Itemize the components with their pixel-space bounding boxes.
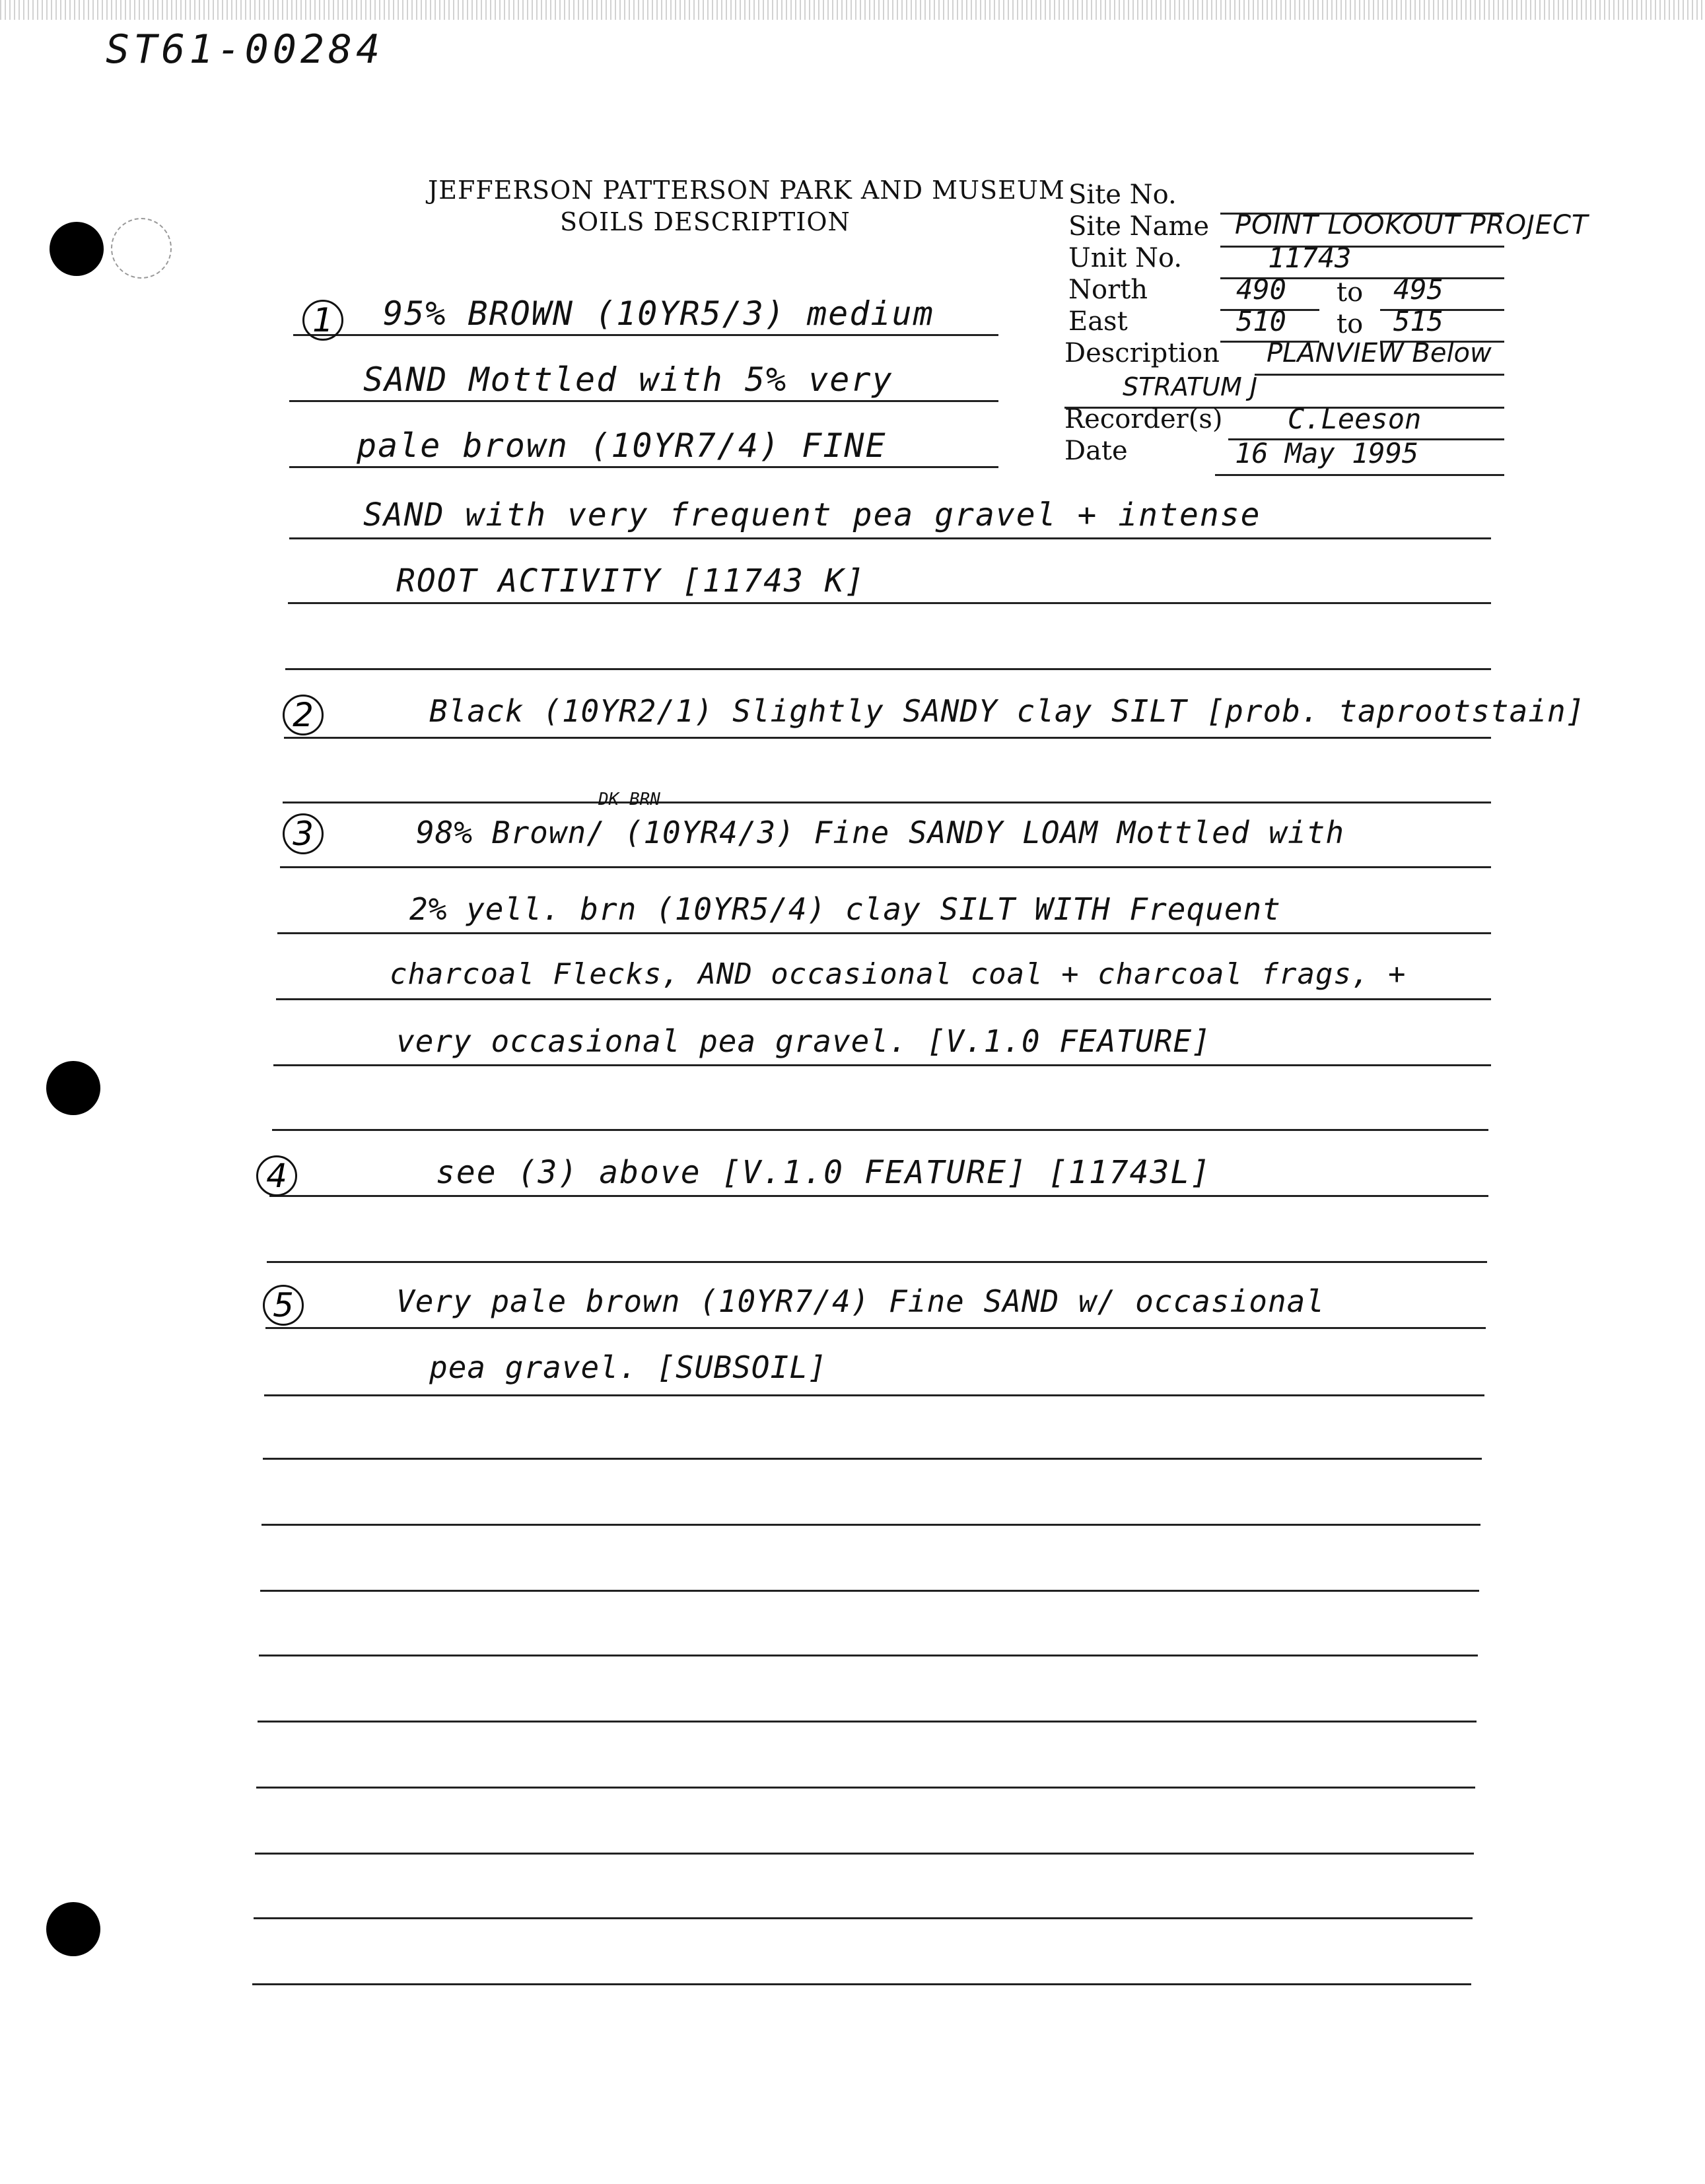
punch-outline [111, 218, 172, 279]
ruled-line [272, 1129, 1488, 1131]
ruled-line [293, 334, 998, 336]
ruled-line [259, 1655, 1478, 1656]
form-title: JEFFERSON PATTERSON PARK AND MUSEUM [428, 176, 1065, 205]
description-line-1 [1255, 374, 1504, 376]
description-value-2: STRATUM J [1123, 372, 1258, 401]
site-name-label: Site Name [1068, 211, 1210, 242]
ruled-line [254, 1917, 1473, 1919]
entry-3-line-4: very occasional pea gravel. [V.1.0 FEATURE] [396, 1023, 1211, 1059]
site-name-value: POINT LOOKOUT PROJECT [1235, 210, 1589, 240]
entry-1-line-2: SAND Mottled with 5% very [363, 360, 893, 399]
ruled-line [261, 1524, 1480, 1526]
scan-noise-strip [0, 0, 1705, 20]
document-id: ST61-00284 [106, 26, 384, 73]
ruled-line [283, 802, 1491, 803]
ruled-line [264, 1394, 1484, 1396]
description-value-1: PLANVIEW Below [1267, 338, 1492, 368]
entry-1-line-1: 95% BROWN (10YR5/3) medium [383, 294, 934, 333]
entry-number-1: 1 [302, 300, 343, 341]
ruled-line [289, 537, 1491, 539]
entry-number-3: 3 [283, 813, 324, 854]
ruled-line [288, 602, 1491, 604]
ruled-line [260, 1590, 1479, 1592]
entry-1-line-4: SAND with very frequent pea gravel + intense [363, 496, 1261, 533]
recorder-value: C.Leeson [1288, 403, 1422, 435]
entry-4-line-1: see (3) above [V.1.0 FEATURE] [11743L] [436, 1154, 1212, 1191]
ruled-line [252, 1983, 1471, 1985]
ruled-line [289, 466, 998, 468]
ruled-line [276, 998, 1491, 1000]
ruled-line [263, 1458, 1482, 1460]
site-name-line [1220, 246, 1504, 248]
entry-3-line-1: 98% Brown/ (10YR4/3) Fine SANDY LOAM Mottled with [416, 815, 1345, 850]
ruled-line [269, 1195, 1488, 1197]
ruled-line [285, 668, 1491, 670]
entry-number-2: 2 [283, 695, 324, 735]
east-to-label: to [1337, 309, 1364, 339]
north-from-value: 490 [1236, 273, 1286, 306]
entry-1-line-5: ROOT ACTIVITY [11743 K] [396, 563, 866, 599]
ruled-line [258, 1721, 1477, 1723]
ruled-line [265, 1327, 1486, 1329]
ruled-line [289, 400, 998, 402]
entry-3-line-2: 2% yell. brn (10YR5/4) clay SILT WITH Frequent [409, 891, 1281, 927]
date-label: Date [1064, 436, 1128, 466]
ruled-line [256, 1787, 1475, 1789]
entry-5-line-2: pea gravel. [SUBSOIL] [429, 1349, 827, 1385]
north-to-value: 495 [1393, 273, 1444, 306]
unit-no-label: Unit No. [1068, 243, 1183, 273]
entry-3-line-3: charcoal Flecks, AND occasional coal + charcoal frags, + [390, 957, 1407, 991]
north-label: North [1068, 275, 1148, 305]
entry-3-superscript: DK BRN [598, 790, 660, 809]
binder-hole-bottom [46, 1902, 100, 1956]
entry-number-4: 4 [256, 1155, 297, 1196]
ruled-line [255, 1853, 1474, 1855]
east-label: East [1068, 306, 1128, 337]
entry-5-line-1: Very pale brown (10YR7/4) Fine SAND w/ occasional [396, 1283, 1325, 1319]
form-subtitle: SOILS DESCRIPTION [560, 207, 851, 236]
unit-no-value: 11743 [1268, 242, 1352, 274]
entry-2-line-1: Black (10YR2/1) Slightly SANDY clay SILT [prob. taprootstain] [429, 693, 1585, 729]
north-to-label: to [1337, 277, 1364, 308]
ruled-line [277, 932, 1491, 934]
entry-number-5: 5 [263, 1285, 304, 1326]
entry-1-line-3: pale brown (10YR7/4) FINE [357, 427, 887, 465]
description-label: Description [1064, 338, 1220, 368]
binder-hole-top [50, 222, 104, 276]
site-no-label: Site No. [1068, 180, 1177, 210]
date-value: 16 May 1995 [1235, 437, 1419, 469]
binder-hole-middle [46, 1061, 100, 1115]
ruled-line [273, 1064, 1491, 1066]
east-from-value: 510 [1236, 305, 1286, 337]
ruled-line [284, 737, 1491, 739]
east-to-value: 515 [1393, 305, 1444, 337]
ruled-line [267, 1261, 1487, 1263]
date-line [1215, 474, 1504, 476]
ruled-line [280, 866, 1491, 868]
recorder-label: Recorder(s) [1064, 404, 1223, 434]
